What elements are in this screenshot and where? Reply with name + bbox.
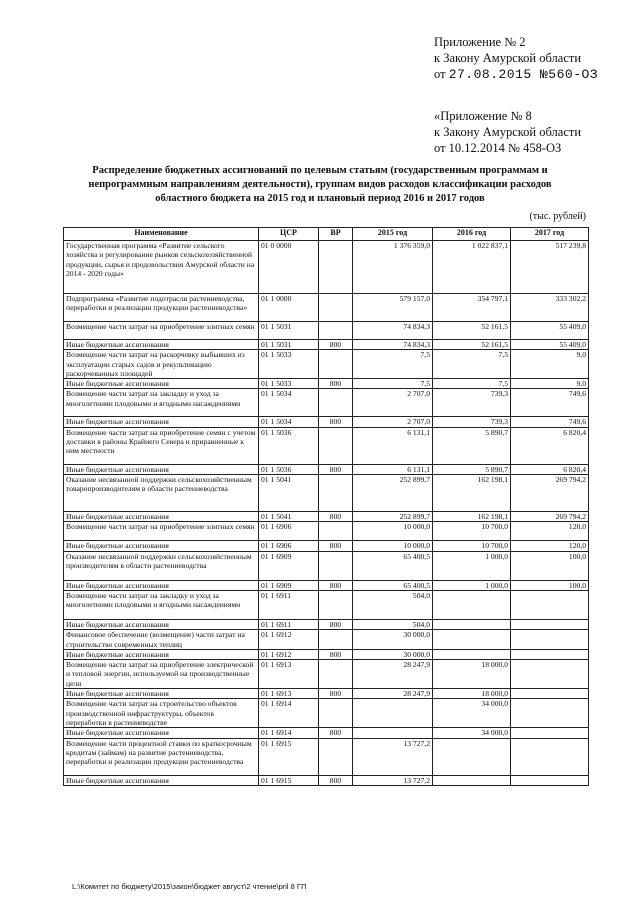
row-value-2015: 30 000,0 [353, 630, 433, 650]
row-vr [319, 551, 353, 580]
row-value-2016: 354 797,1 [433, 294, 511, 322]
table-row [64, 630, 589, 650]
row-vr [319, 660, 353, 689]
row-value-2015: 30 000,0 [353, 649, 433, 659]
row-name: Иные бюджетные ассигнования [64, 464, 259, 474]
title-line: областного бюджета на 2015 год и плановый период 2016 и 2017 годов [155, 193, 485, 204]
row-csr: 01 1 6912 [259, 630, 319, 650]
row-value-2017 [511, 649, 589, 659]
row-csr: 01 1 5041 [259, 512, 319, 522]
appendix-header [434, 34, 598, 83]
date-stamp: 27.08.2015 №560-ОЗ [448, 67, 599, 82]
table-row [64, 241, 589, 294]
row-vr [319, 350, 353, 379]
row-value-2017: 517 239,8 [511, 241, 589, 294]
row-value-2015: 28 247,9 [353, 660, 433, 689]
table-row [64, 619, 589, 629]
row-csr: 01 1 6909 [259, 580, 319, 590]
row-value-2015: 74 834,3 [353, 322, 433, 340]
row-value-2016: 1 000,0 [433, 551, 511, 580]
row-value-2016: 10 700,0 [433, 541, 511, 551]
row-name: Финансовое обеспечение (возмещение) части затрат на строительство современных теплиц [64, 630, 259, 650]
previous-appendix-header [434, 108, 581, 156]
table-header-row [64, 228, 589, 241]
row-name: Иные бюджетные ассигнования [64, 379, 259, 389]
row-csr: 01 1 6911 [259, 619, 319, 629]
row-value-2017 [511, 728, 589, 738]
row-value-2016: 52 161,5 [433, 340, 511, 350]
row-value-2017: 100,0 [511, 580, 589, 590]
table-row [64, 322, 589, 340]
table-row [64, 649, 589, 659]
row-value-2015: 252 899,7 [353, 475, 433, 512]
row-csr: 01 1 6914 [259, 728, 319, 738]
row-value-2015: 10 000,0 [353, 522, 433, 541]
table-row [64, 294, 589, 322]
row-value-2015: 65 400,5 [353, 580, 433, 590]
budget-table [63, 227, 589, 786]
table-row [64, 350, 589, 379]
row-vr: 800 [319, 464, 353, 474]
column-header-2015: 2015 год [353, 228, 433, 241]
row-value-2016: 18 000,0 [433, 660, 511, 689]
row-vr: 800 [319, 728, 353, 738]
table-row [64, 738, 589, 775]
row-value-2016 [433, 738, 511, 775]
appendix-number: Приложение № 2 [434, 35, 526, 49]
row-vr [319, 630, 353, 650]
prev-appendix-date: от 10.12.2014 № 458-ОЗ [434, 141, 562, 155]
row-csr: 01 1 5034 [259, 389, 319, 417]
row-value-2016 [433, 619, 511, 629]
column-header-2016: 2016 год [433, 228, 511, 241]
table-row [64, 475, 589, 512]
row-csr: 01 1 6915 [259, 738, 319, 775]
row-value-2017 [511, 689, 589, 699]
row-csr: 01 1 5036 [259, 464, 319, 474]
row-value-2017 [511, 660, 589, 689]
row-value-2016: 1 000,0 [433, 580, 511, 590]
row-csr: 01 1 6911 [259, 590, 319, 619]
row-vr [319, 241, 353, 294]
row-value-2015: 10 000,0 [353, 541, 433, 551]
table-row [64, 689, 589, 699]
row-value-2015: 252 899,7 [353, 512, 433, 522]
row-value-2015: 13 727,2 [353, 738, 433, 775]
row-name: Иные бюджетные ассигнования [64, 512, 259, 522]
prev-appendix-number: «Приложение № 8 [434, 109, 532, 123]
table-row [64, 551, 589, 580]
row-value-2016: 10 700,0 [433, 522, 511, 541]
row-value-2017: 9,0 [511, 379, 589, 389]
row-value-2017: 749,6 [511, 389, 589, 417]
row-csr: 01 1 5031 [259, 340, 319, 350]
row-value-2015: 2 707,0 [353, 389, 433, 417]
row-value-2017: 100,0 [511, 551, 589, 580]
row-vr [319, 738, 353, 775]
row-vr: 800 [319, 379, 353, 389]
column-header-name: Наименование [64, 228, 259, 241]
row-vr [319, 294, 353, 322]
row-vr [319, 522, 353, 541]
table-row [64, 427, 589, 464]
row-value-2017: 6 820,4 [511, 427, 589, 464]
table-row [64, 417, 589, 427]
row-name: Иные бюджетные ассигнования [64, 689, 259, 699]
table-row [64, 699, 589, 728]
row-name: Иные бюджетные ассигнования [64, 728, 259, 738]
row-name: Возмещение части затрат на приобретение электрической и тепловой энергии, используемой на производственные цели [64, 660, 259, 689]
table-row [64, 464, 589, 474]
row-csr: 01 1 6909 [259, 551, 319, 580]
row-value-2016: 162 198,1 [433, 512, 511, 522]
row-value-2017: 333 302,2 [511, 294, 589, 322]
row-csr: 01 1 6913 [259, 689, 319, 699]
row-value-2015: 28 247,9 [353, 689, 433, 699]
row-value-2015 [353, 699, 433, 728]
row-name: Возмещение части затрат на закладку и уход за многолетними плодовыми и ягодными насаждениями [64, 590, 259, 619]
row-value-2016: 5 890,7 [433, 464, 511, 474]
row-value-2015: 13 727,2 [353, 775, 433, 785]
row-vr: 800 [319, 619, 353, 629]
table-row [64, 340, 589, 350]
row-name: Иные бюджетные ассигнования [64, 580, 259, 590]
row-name: Иные бюджетные ассигнования [64, 541, 259, 551]
file-path-footer: L:\Комитет по бюджету\2015\закон\бюджет август\2 чтение\pril 8 ГП [72, 882, 307, 891]
row-value-2016: 34 000,0 [433, 728, 511, 738]
row-csr: 01 1 5033 [259, 350, 319, 379]
prev-appendix-law: к Закону Амурской области [434, 125, 582, 139]
row-value-2016 [433, 775, 511, 785]
row-value-2016: 162 198,1 [433, 475, 511, 512]
row-value-2015: 504,0 [353, 590, 433, 619]
row-vr: 800 [319, 512, 353, 522]
row-name: Государственная программа «Развитие сельского хозяйства и регулирование рынков сельскохозяйственной продукции, сырья и продовольствия Амурской области на 2014 - 2020 годы» [64, 241, 259, 294]
row-value-2017 [511, 699, 589, 728]
row-value-2015 [353, 728, 433, 738]
row-value-2017 [511, 738, 589, 775]
row-value-2016 [433, 590, 511, 619]
column-header-vr: ВР [319, 228, 353, 241]
table-row [64, 512, 589, 522]
table-row [64, 389, 589, 417]
row-vr: 800 [319, 340, 353, 350]
row-value-2015: 6 131,1 [353, 427, 433, 464]
row-name: Возмещение части затрат на приобретение семян с учетом доставки в районы Крайнего Севера и приравненные к ним местности [64, 427, 259, 464]
row-csr: 01 1 6915 [259, 775, 319, 785]
row-vr [319, 699, 353, 728]
row-vr: 800 [319, 649, 353, 659]
row-csr: 01 1 5036 [259, 427, 319, 464]
column-header-2017: 2017 год [511, 228, 589, 241]
document-title [80, 164, 560, 206]
row-name: Возмещение части затрат на раскорчевку выбывших из эксплуатации старых садов и рекультивацию раскорчеванных площадей [64, 350, 259, 379]
row-vr [319, 322, 353, 340]
row-csr: 01 1 5034 [259, 417, 319, 427]
appendix-date [434, 66, 598, 83]
row-value-2017 [511, 619, 589, 629]
table-row [64, 590, 589, 619]
table-row [64, 728, 589, 738]
row-value-2016: 739,3 [433, 417, 511, 427]
row-name: Иные бюджетные ассигнования [64, 340, 259, 350]
row-vr [319, 427, 353, 464]
row-csr: 01 1 6906 [259, 541, 319, 551]
row-name: Иные бюджетные ассигнования [64, 649, 259, 659]
row-value-2017: 55 409,0 [511, 322, 589, 340]
row-value-2015: 65 400,5 [353, 551, 433, 580]
row-name: Оказание несвязанной поддержки сельскохозяйственным производителям в области растениеводства [64, 551, 259, 580]
row-name: Возмещение части затрат на приобретение элитных семян [64, 522, 259, 541]
row-value-2017: 6 820,4 [511, 464, 589, 474]
row-name: Оказание несвязанной поддержки сельскохозяйственным товаропроизводителям в области растениеводства [64, 475, 259, 512]
row-vr: 800 [319, 689, 353, 699]
row-value-2015: 7,5 [353, 350, 433, 379]
row-vr: 800 [319, 541, 353, 551]
table-row [64, 580, 589, 590]
title-line: Распределение бюджетных ассигнований по целевым статьям (государственным программам и [92, 165, 548, 176]
row-value-2017: 749,6 [511, 417, 589, 427]
table-row [64, 660, 589, 689]
row-value-2016: 1 022 837,1 [433, 241, 511, 294]
row-value-2015: 2 707,0 [353, 417, 433, 427]
row-csr: 01 1 6912 [259, 649, 319, 659]
row-value-2016 [433, 630, 511, 650]
row-value-2016: 34 000,0 [433, 699, 511, 728]
row-value-2017: 120,0 [511, 522, 589, 541]
table-row [64, 522, 589, 541]
row-vr: 800 [319, 417, 353, 427]
table-row [64, 379, 589, 389]
row-csr: 01 1 6906 [259, 522, 319, 541]
row-name: Иные бюджетные ассигнования [64, 775, 259, 785]
row-vr [319, 590, 353, 619]
row-value-2016: 7,5 [433, 350, 511, 379]
row-value-2016: 7,5 [433, 379, 511, 389]
row-vr: 800 [319, 775, 353, 785]
row-value-2017: 269 794,2 [511, 475, 589, 512]
row-value-2015: 7,5 [353, 379, 433, 389]
row-csr: 01 1 5033 [259, 379, 319, 389]
row-value-2016: 5 890,7 [433, 427, 511, 464]
row-value-2015: 579 157,0 [353, 294, 433, 322]
title-line: непрограммным направлениям деятельности), группам видов расходов классификации расходов [88, 179, 552, 190]
row-vr: 800 [319, 580, 353, 590]
row-value-2017: 55 409,0 [511, 340, 589, 350]
row-value-2017 [511, 630, 589, 650]
row-value-2017: 269 794,2 [511, 512, 589, 522]
row-csr: 01 1 6914 [259, 699, 319, 728]
table-row [64, 541, 589, 551]
unit-label: (тыс. рублей) [529, 211, 586, 222]
row-value-2015: 74 834,3 [353, 340, 433, 350]
row-name: Иные бюджетные ассигнования [64, 417, 259, 427]
row-value-2016: 739,3 [433, 389, 511, 417]
row-name: Возмещение части процентной ставки по краткосрочным кредитам (займам) на развитие растениеводства, переработки и реализации продукции растениеводства [64, 738, 259, 775]
row-csr: 01 1 0000 [259, 294, 319, 322]
row-vr [319, 475, 353, 512]
row-value-2017: 120,0 [511, 541, 589, 551]
row-value-2017 [511, 590, 589, 619]
row-csr: 01 1 6913 [259, 660, 319, 689]
row-csr: 01 1 5031 [259, 322, 319, 340]
row-vr [319, 389, 353, 417]
row-name: Возмещение части затрат на закладку и уход за многолетними плодовыми и ягодными насаждениями [64, 389, 259, 417]
row-name: Возмещение части затрат на строительство объектов производственной инфраструктуры, объектов переработки в растениеводстве [64, 699, 259, 728]
row-value-2017: 9,0 [511, 350, 589, 379]
appendix-law: к Закону Амурской области [434, 51, 582, 65]
row-csr: 01 1 5041 [259, 475, 319, 512]
row-value-2015: 504,0 [353, 619, 433, 629]
row-name: Возмещение части затрат на приобретение элитных семян [64, 322, 259, 340]
row-name: Иные бюджетные ассигнования [64, 619, 259, 629]
row-value-2016: 18 000,0 [433, 689, 511, 699]
row-value-2016: 52 161,5 [433, 322, 511, 340]
row-csr: 01 0 0000 [259, 241, 319, 294]
column-header-csr: ЦСР [259, 228, 319, 241]
row-value-2015: 1 376 359,0 [353, 241, 433, 294]
row-name: Подпрограмма «Развитие подотрасли растениеводства, переработки и реализации продукции растениеводства» [64, 294, 259, 322]
row-value-2016 [433, 649, 511, 659]
row-value-2017 [511, 775, 589, 785]
table-row [64, 775, 589, 785]
row-value-2015: 6 131,1 [353, 464, 433, 474]
date-prefix: от [434, 67, 446, 81]
